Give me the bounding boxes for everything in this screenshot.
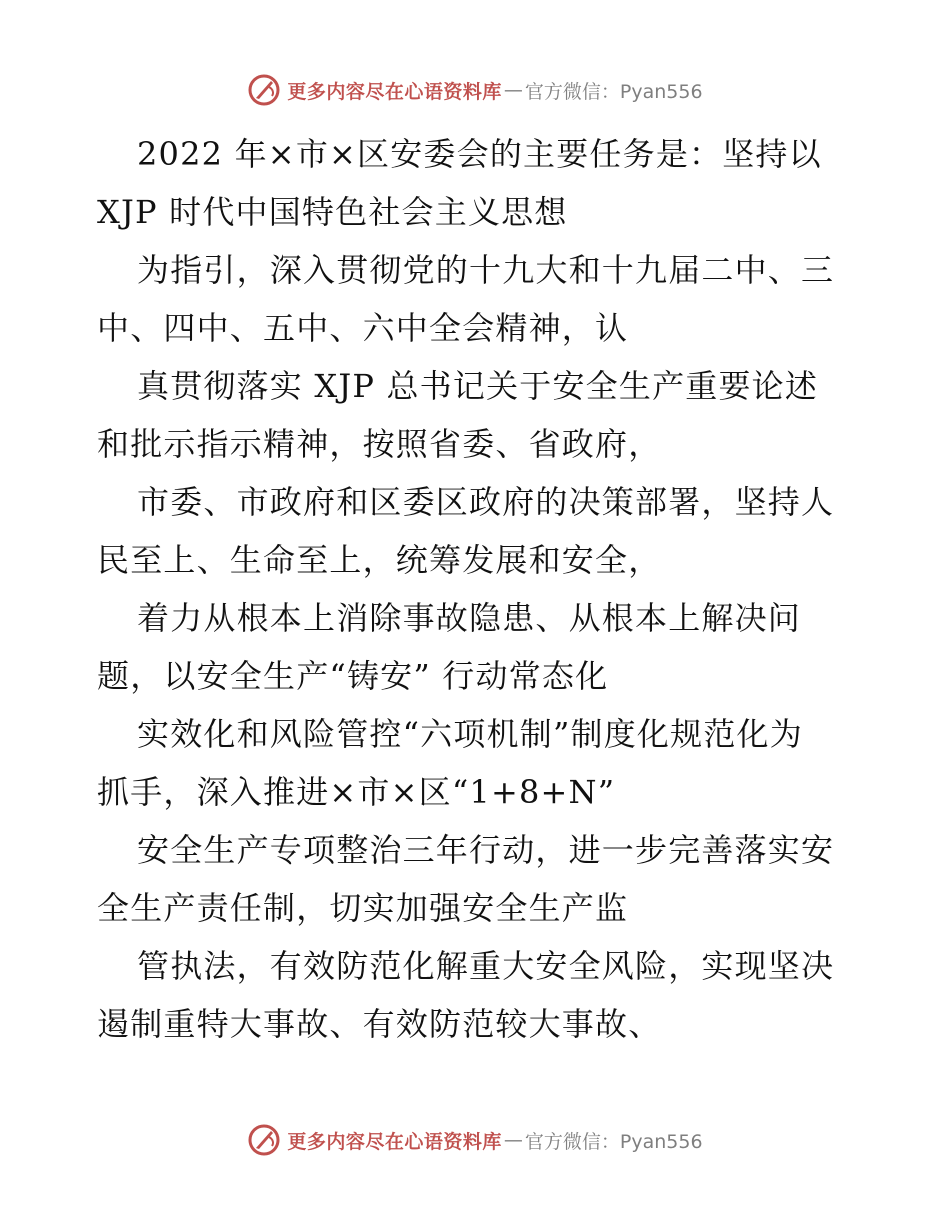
text-line: 民至上、生命至上，统筹发展和安全， — [97, 541, 662, 579]
watermark-contact: 官方微信：Pyan556 — [524, 80, 703, 103]
text-line: 为指引，深入贯彻党的十九大和十九届二中、三 — [137, 251, 835, 289]
text-line: 安全生产专项整治三年行动，进一步完善落实安 — [137, 831, 835, 869]
watermark-title: 更多内容尽在心语资料库 — [287, 80, 502, 103]
watermark-dash: — — [503, 1129, 523, 1151]
text-line: 遏制重特大事故、有效防范较大事故、 — [97, 1005, 662, 1043]
text-line: 市委、市政府和区委区政府的决策部署，坚持人 — [137, 483, 835, 521]
text-line: 实效化和风险管控“六项机制”制度化规范化为 — [137, 715, 803, 753]
text-line: 着力从根本上消除事故隐患、从根本上解决问 — [137, 599, 802, 637]
text-line: 中、四中、五中、六中全会精神，认 — [97, 309, 629, 347]
quill-seal-icon — [247, 1123, 281, 1157]
text-line: 题，以安全生产“铸安” 行动常态化 — [97, 657, 609, 695]
quill-seal-icon — [247, 73, 281, 107]
header-watermark — [0, 70, 950, 110]
text-line: 和批示指示精神，按照省委、省政府， — [97, 425, 662, 463]
text-line: 管执法，有效防范化解重大安全风险，实现坚决 — [137, 947, 835, 985]
text-line: 全生产责任制，切实加强安全生产监 — [97, 889, 629, 927]
watermark-title: 更多内容尽在心语资料库 — [287, 1130, 502, 1153]
document-body — [97, 125, 867, 1053]
text-line: XJP 时代中国特色社会主义思想 — [97, 193, 568, 231]
text-line: 2022 年×市×区安委会的主要任务是：坚持以 — [137, 135, 822, 173]
text-line: 抓手，深入推进×市×区“1+8+N” — [97, 773, 616, 811]
watermark-dash: — — [503, 79, 523, 101]
watermark-contact: 官方微信：Pyan556 — [524, 1130, 703, 1153]
text-line: 真贯彻落实 XJP 总书记关于安全生产重要论述 — [137, 367, 819, 405]
footer-watermark — [0, 1120, 950, 1160]
